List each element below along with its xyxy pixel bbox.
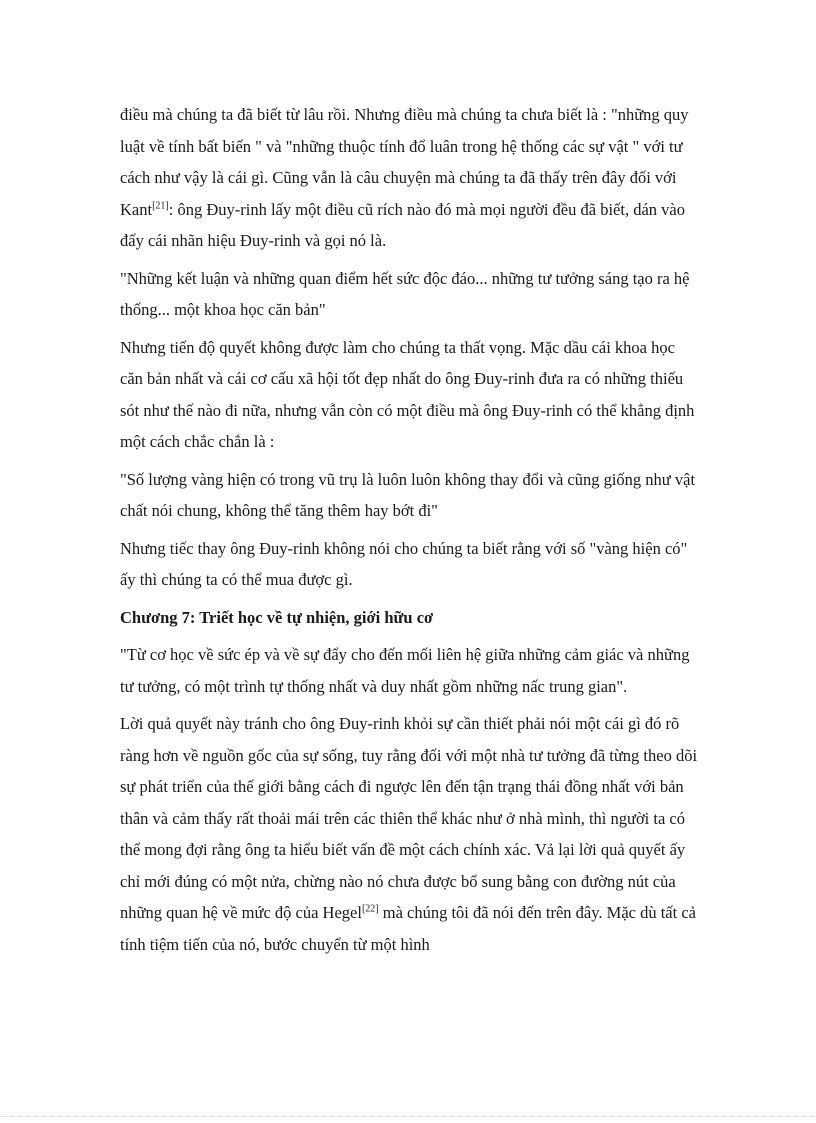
paragraph-1-text-b: : ông Đuy-rinh lấy một điều cũ rích nào đó mà mọi người đều đã biết, dán vào đấy cái nhãn hiệu Đuy-rinh và gọi nó là. [120, 199, 685, 250]
footnote-ref-22[interactable]: [22] [361, 903, 379, 915]
footnote-ref-21[interactable]: [21] [152, 200, 169, 211]
paragraph-4 [120, 708, 700, 960]
paragraph-1-text-a: điều mà chúng ta đã biết từ lâu rồi. Nhưng điều mà chúng ta chưa biết là : "những quy luật về tính bất biến " và "những thuộc tính đổ luân trong hệ thống các sự vật " với tư cách như vậy là cái gì. Cũng vẫn là câu chuyện mà chúng ta đã thấy trên đây đối với Kant [120, 105, 689, 219]
quote-1: "Những kết luận và những quan điểm hết sức độc đáo... những tư tưởng sáng tạo ra hệ thống... một khoa học căn bản" [120, 268, 690, 319]
paragraph-2: Nhưng tiến độ quyết không được làm cho chúng ta thất vọng. Mặc dầu cái khoa học căn bản nhất và cái cơ cấu xã hội tốt đẹp nhất do ông Đuy-rinh đưa ra có những thiếu sót như thế nào đi nữa, nhưng vẫn còn có một điều mà ông Đuy-rinh có thể khẳng định một cách chắc chắn là : [120, 337, 695, 451]
quote-2: "Số lượng vàng hiện có trong vũ trụ là luôn luôn không thay đổi và cũng giống như vật chất nói chung, không thể tăng thêm hay bớt đi" [120, 469, 696, 520]
paragraph-4-text-a: Lời quả quyết này tránh cho ông Đuy-rinh khỏi sự cần thiết phải nói một cái gì đó rõ ràng hơn về nguồn gốc của sự sống, tuy rằng đối với một nhà tư tưởng đã từng theo dõi sự phát triển của thế giới bằng cách đi ngược lên đến tận trạng thái đồng nhất với bản thân và cảm thấy rất thoải mái trên các thiên thể khác như ở nhà mình, thì người ta có thể mong đợi rằng ông ta hiểu biết vấn đề một cách chính xác. Vả lại lời quả quyết ấy chỉ mới đúng có một nửa, chừng nào nó chưa được bổ sung bằng con đường nút của những quan hệ về mức độ của Hegel [120, 714, 698, 922]
page-bottom-divider [0, 1116, 816, 1117]
document-body [120, 99, 700, 960]
chapter-heading: Chương 7: Triết học về tự nhiện, giới hữu cơ [120, 607, 434, 627]
paragraph-3: Nhưng tiếc thay ông Đuy-rinh không nói cho chúng ta biết rằng với số "vàng hiện có" ấy thì chúng ta có thể mua được gì. [120, 538, 688, 589]
quote-3: "Từ cơ học về sức ép và về sự đẩy cho đến mối liên hệ giữa những cảm giác và những tư tưởng, có một trình tự thống nhất và duy nhất gồm những nấc trung gian". [120, 645, 690, 696]
paragraph-4-text-b: mà chúng tôi đã nói đến trên đây. Mặc dù tất cả tính tiệm tiến của nó, bước chuyển từ một hình [120, 903, 696, 954]
paragraph-1 [120, 99, 700, 257]
